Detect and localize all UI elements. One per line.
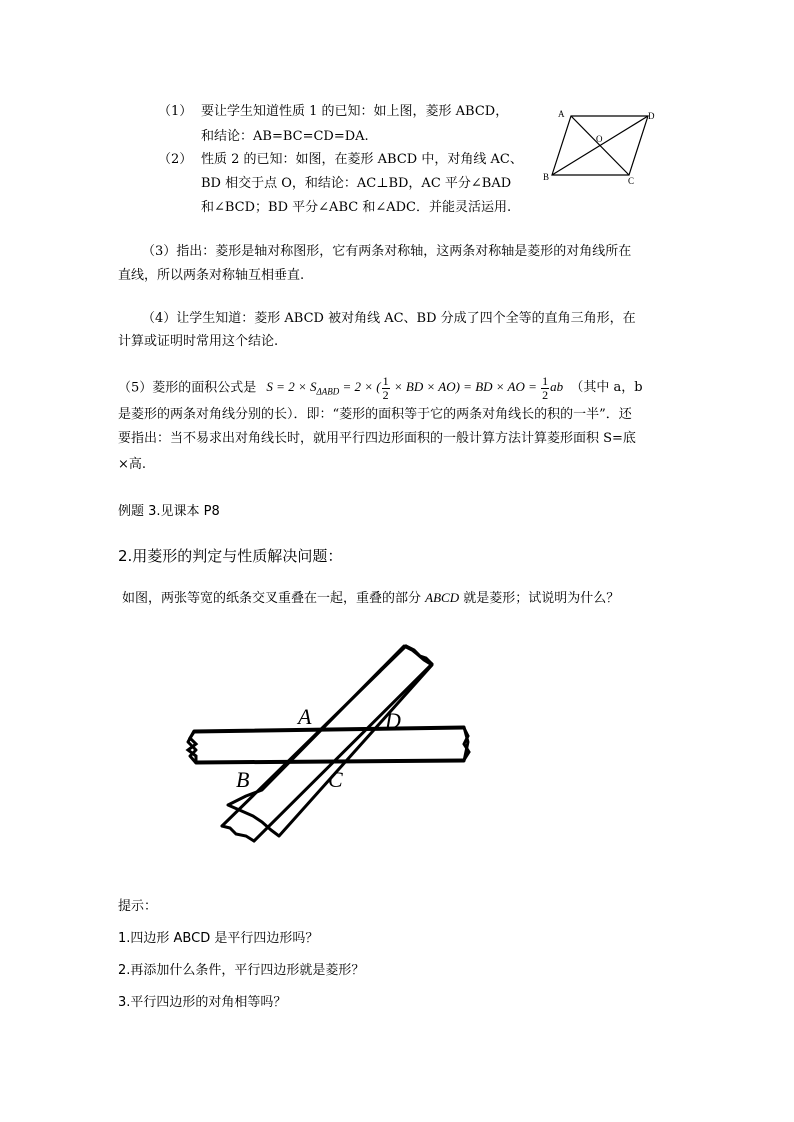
diagonal-bd [552, 116, 648, 175]
section-2-heading: 2.用菱形的判定与性质解决问题： [118, 547, 343, 565]
rhombus-label-d: D [648, 111, 655, 121]
rhombus-figure [538, 104, 662, 186]
area-formula: $S = 2 \times S_{\Delta ABD} = 2$ × ( $\frac{1}{2}$ × BD × AO) = BD × AO = $\frac{1}{2}$ ab [266, 374, 564, 402]
strips-figure [176, 638, 476, 850]
para-5-tail: （其中 a，b [570, 380, 643, 396]
para-4-line-1: （4）让学生知道：菱形 ABCD 被对角线 AC、BD 分成了四个全等的直角三角形，在 [142, 311, 636, 326]
item-2-line-1: 性质 2 的已知：如图，在菱形 ABCD 中，对角线 AC、 [201, 152, 523, 167]
horizontal-edge-bottom [196, 760, 464, 762]
item-2-line-3: 和∠BCD；BD 平分∠ABC 和∠ADC．并能灵活运用. [201, 200, 512, 215]
para-5-line-2: 是菱形的两条对角线分别的长）．即：“菱形的面积等于它的两条对角线长的积的一半”．还 [118, 407, 632, 422]
question-line: 如图，两张等宽的纸条交叉重叠在一起，重叠的部分 ABCD 就是菱形；试说明为什么？ [122, 590, 620, 606]
example-line: 例题 3.见课本 P8 [118, 504, 220, 519]
item-1-line-1: 要让学生知道性质 1 的已知：如上图，菱形 ABCD， [201, 104, 509, 119]
diagonal-torn-bottom [222, 826, 254, 841]
fraction-one-half: $\frac{1}{2}$ [382, 374, 389, 402]
diagonal-torn-top [406, 646, 432, 664]
para-4-line-2: 计算或证明时常用这个结论. [118, 334, 279, 349]
hint-item-3: 3.平行四边形的对角相等吗？ [118, 995, 287, 1010]
rhombus-label-b: B [543, 172, 550, 182]
item-2-number: （2） [158, 152, 193, 167]
item-1-line-2: 和结论：AB=BC=CD=DA. [201, 129, 369, 144]
hint-title: 提示： [118, 899, 158, 914]
strip-label-d: D [385, 708, 401, 733]
para-5-line-4: ×高. [118, 457, 147, 472]
para-3-line-1: （3）指出：菱形是轴对称图形，它有两条对称轴，这两条对称轴是菱形的对角线所在 [142, 244, 632, 259]
question-abcd: ABCD [425, 590, 460, 605]
item-2-line-2: BD 相交于点 O，和结论：AC⊥BD，AC 平分∠BAD [201, 176, 512, 191]
para-5-line-3: 要指出：当不易求出对角线长时，就用平行四边形面积的一般计算方法计算菱形面积 S=底 [118, 431, 636, 446]
rhombus-label-o: O [596, 134, 603, 144]
strip-label-b: B [236, 767, 250, 792]
para-5-line-1 [118, 375, 643, 402]
hint-item-2: 2.再添加什么条件，平行四边形就是菱形？ [118, 963, 365, 978]
hint-item-1: 1.四边形 ABCD 是平行四边形吗？ [118, 931, 319, 946]
fraction-one-half-2: $\frac{1}{2}$ [542, 374, 549, 402]
para-3-line-2: 直线，所以两条对称轴互相垂直. [118, 268, 305, 283]
strip-label-c: C [328, 767, 343, 792]
strip-label-a: A [298, 704, 312, 729]
item-1-number: （1） [158, 104, 193, 119]
para-5-lead: （5）菱形的面积公式是 [118, 380, 257, 396]
rhombus-label-c: C [628, 176, 635, 186]
rhombus-label-a: A [558, 109, 565, 119]
